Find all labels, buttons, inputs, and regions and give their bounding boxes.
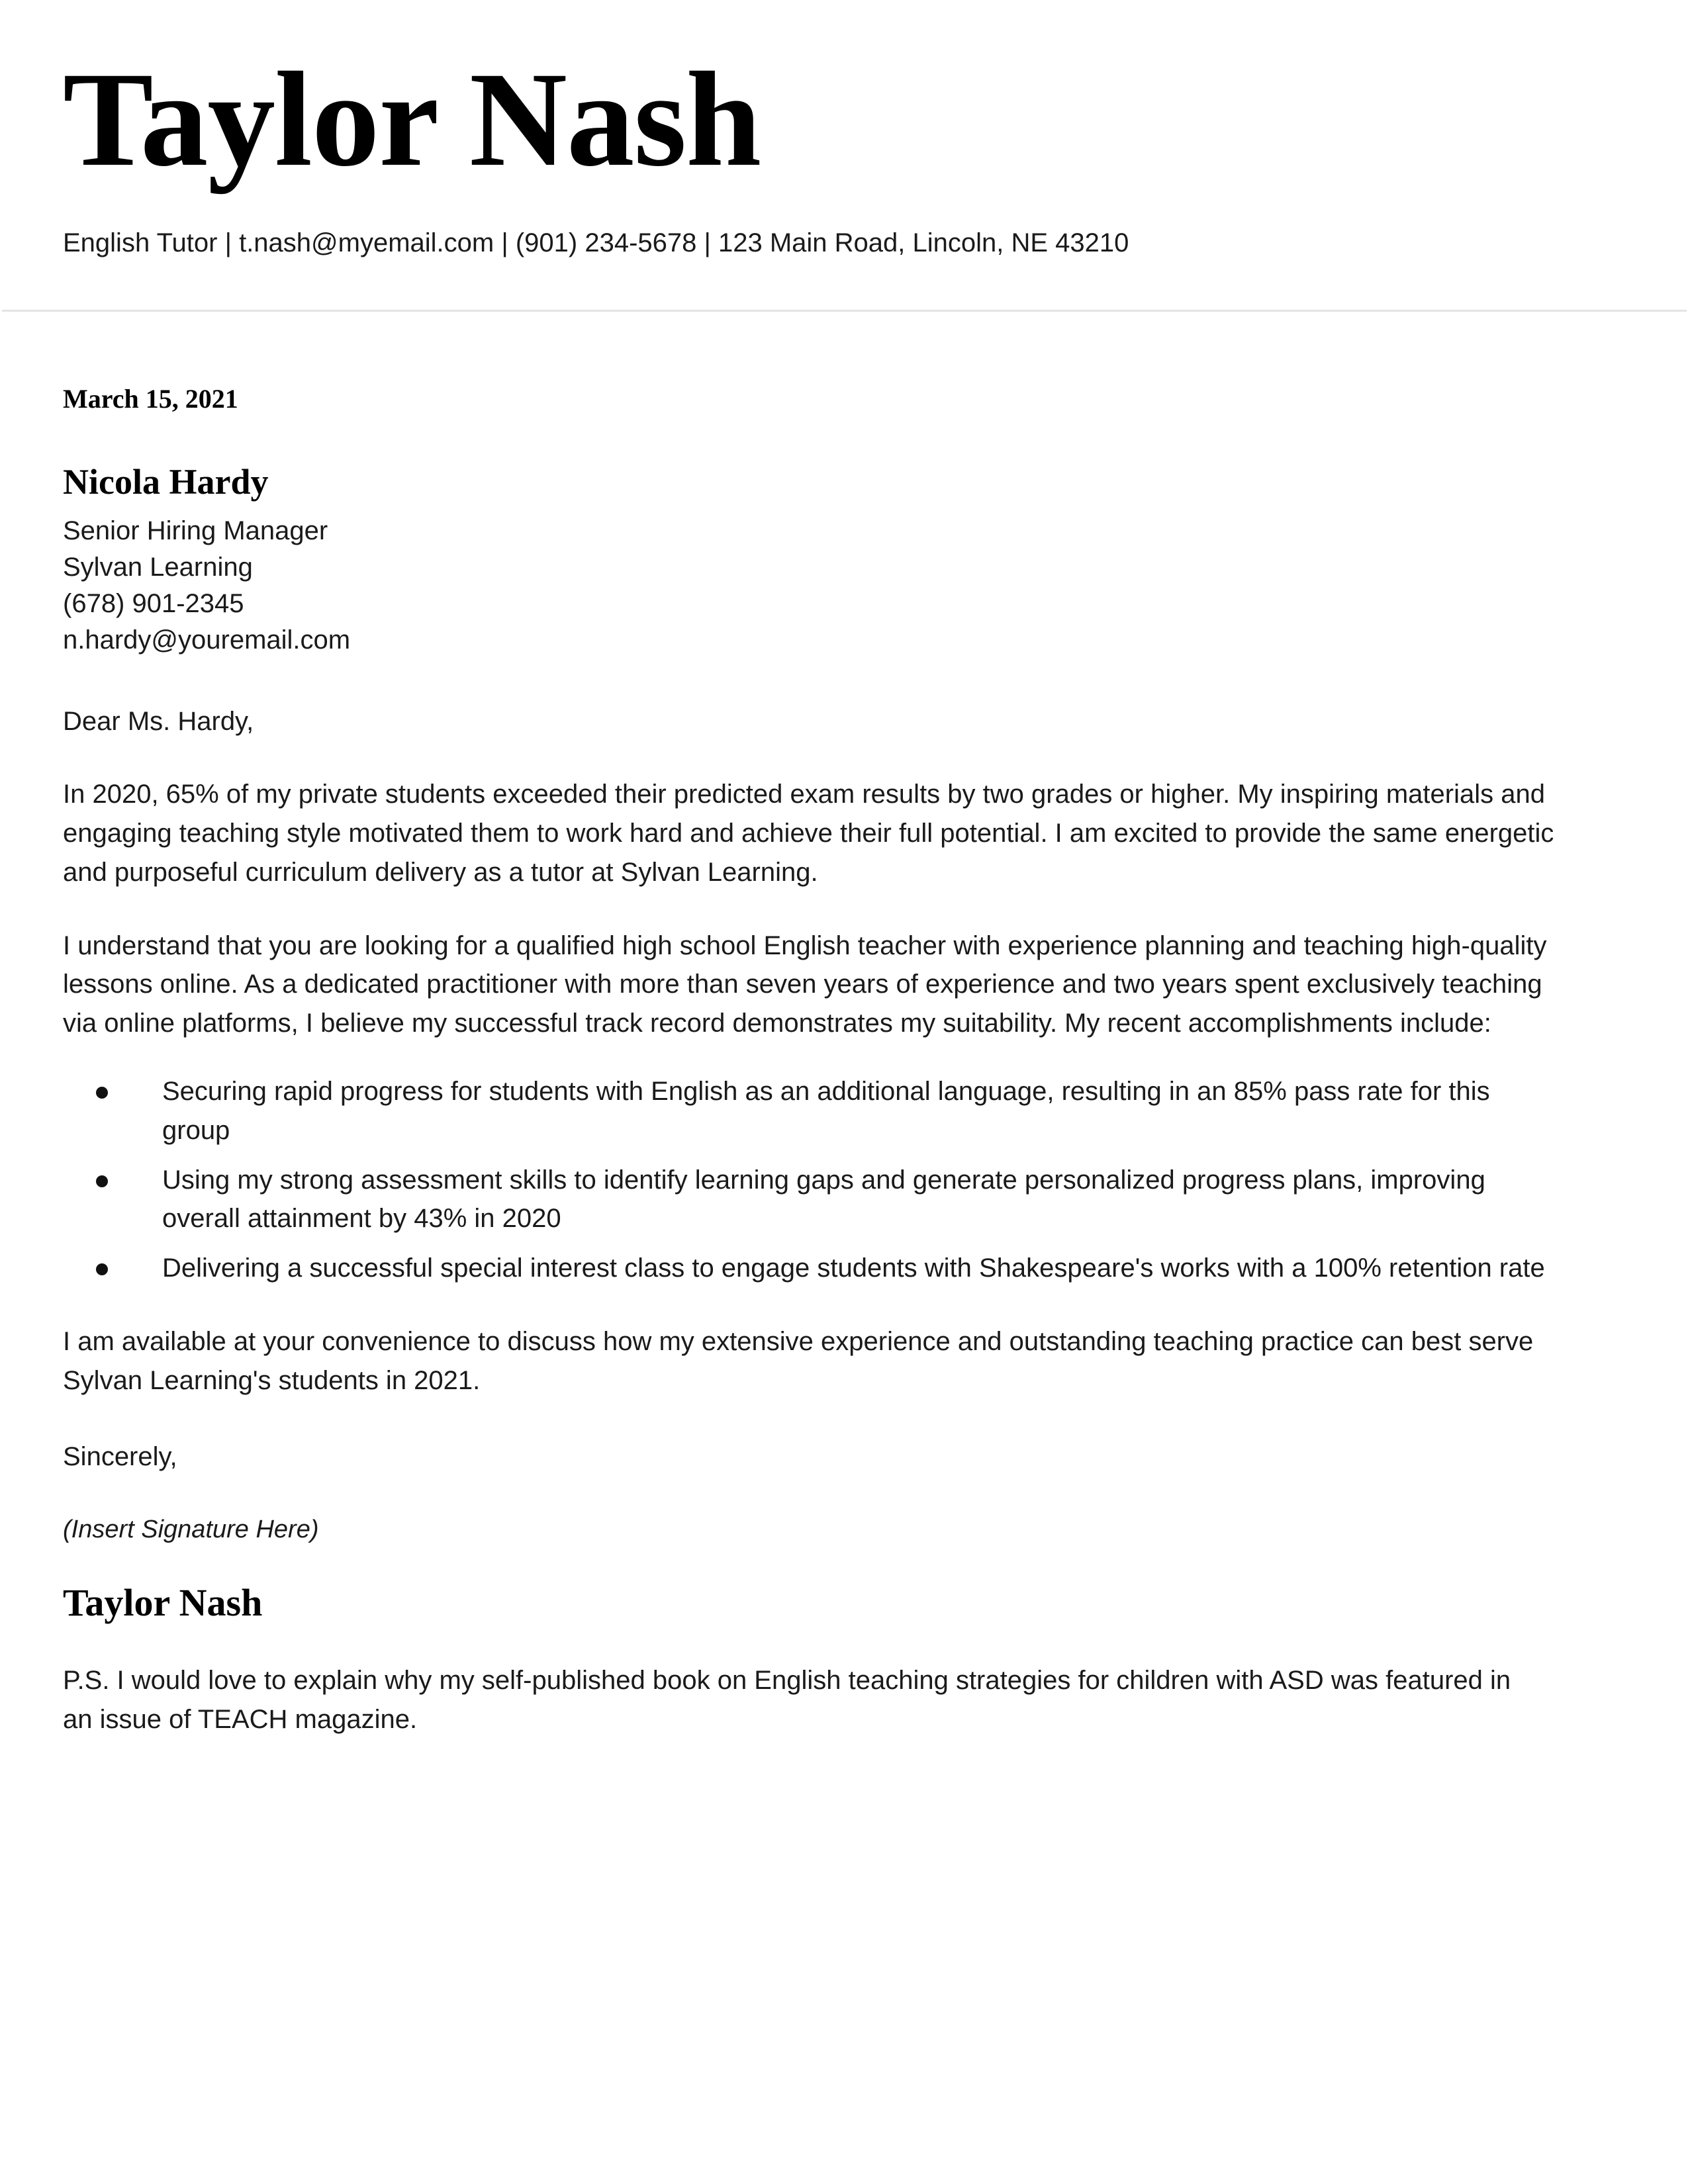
list-item-text: Using my strong assessment skills to identify learning gaps and generate personalized progress plans, improving overall attainment by 43% in 2020 — [162, 1165, 1485, 1234]
bullet-dot-icon — [96, 1263, 108, 1275]
recipient-email: n.hardy@youremail.com — [63, 625, 351, 655]
sign-off: Sincerely, — [63, 1441, 177, 1471]
bullet-dot-icon — [96, 1087, 108, 1099]
body-paragraph-1: In 2020, 65% of my private students exceeded their predicted exam results by two grades or higher. My inspiring materials and engaging teaching style motivated them to work hard and achieve their full potential. I am excited to provide the same energetic and purposeful curriculum delivery as a tutor at Sylvan Learning. — [63, 780, 1554, 887]
signature-name: Taylor Nash — [63, 1580, 263, 1624]
letter-body — [0, 312, 1622, 1739]
closing-paragraph: I am available at your convenience to discuss how my extensive experience and outstanding teaching practice can best serve Sylvan Learning's students in 2021. — [63, 1327, 1534, 1395]
recipient-phone: (678) 901-2345 — [63, 588, 244, 618]
recipient-company: Sylvan Learning — [63, 552, 253, 582]
signature-placeholder: (Insert Signature Here) — [63, 1515, 319, 1543]
list-item-text: Delivering a successful special interest class to engage students with Shakespeare's works with a 100% retention rate — [162, 1253, 1545, 1283]
salutation: Dear Ms. Hardy, — [63, 707, 254, 737]
recipient-title: Senior Hiring Manager — [63, 516, 328, 545]
letter-date: March 15, 2021 — [63, 384, 238, 414]
list-item — [63, 1072, 1559, 1150]
contact-info-line: English Tutor | t.nash@myemail.com | (901) 234-5678 | 123 Main Road, Lincoln, NE 43210 — [63, 228, 1129, 257]
bullet-dot-icon — [96, 1175, 108, 1187]
letter-header — [0, 0, 1688, 260]
applicant-name-heading: Taylor Nash — [63, 44, 761, 195]
list-item-text: Securing rapid progress for students with English as an additional language, resulting in an 85% pass rate for this group — [162, 1077, 1490, 1145]
body-paragraph-2: I understand that you are looking for a qualified high school English teacher with experience planning and teaching high-quality lessons online. As a dedicated practitioner with more than seven years of experience and two years spent exclusively teaching via online platforms, I believe my successful track record demonstrates my suitability. My recent accomplishments include: — [63, 931, 1547, 1038]
recipient-name: Nicola Hardy — [63, 462, 269, 502]
accomplishments-list — [63, 1043, 1559, 1288]
postscript: P.S. I would love to explain why my self-published book on English teaching strategies for children with ASD was featured in an issue of TEACH magazine. — [63, 1666, 1511, 1735]
list-item — [63, 1161, 1559, 1239]
recipient-block — [63, 415, 1559, 659]
list-item — [63, 1249, 1559, 1288]
